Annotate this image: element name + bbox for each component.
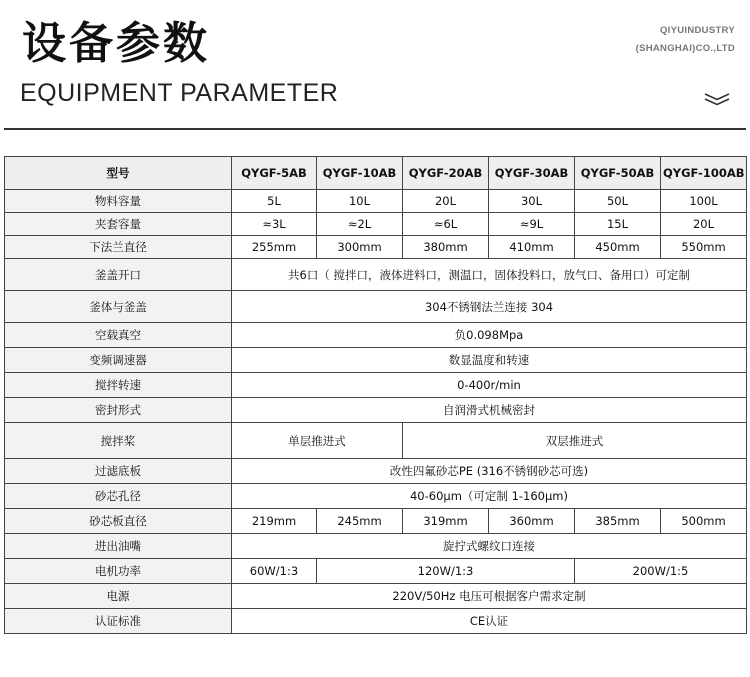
table-row [5,584,747,609]
row-label: 过滤底板 [5,459,232,484]
table-cell: 450mm [575,236,661,259]
table-cell: 50L [575,190,661,213]
table-row [5,259,747,291]
company-name-line1: QIYUINDUSTRY [659,25,735,36]
table-cell: 500mm [661,509,747,534]
table-cell: 380mm [403,236,489,259]
header-label-cell: 型号 [5,157,232,190]
table-cell: 100L [661,190,747,213]
table-cell: 60W/1:3 [232,559,317,584]
table-cell: 改性四氟砂芯PE (316不锈钢砂芯可选) [232,459,747,484]
table-row [5,484,747,509]
parameter-table [4,156,747,634]
model-cell: QYGF-20AB [403,157,489,190]
table-cell: 200W/1:5 [575,559,747,584]
table-cell: 550mm [661,236,747,259]
header-divider [4,128,746,130]
table-row [5,323,747,348]
row-label: 物料容量 [5,190,232,213]
model-cell: QYGF-50AB [575,157,661,190]
table-cell: 共6口（ 搅拌口，液体进料口，测温口，固体投料口，放气口、备用口）可定制 [232,259,747,291]
row-label: 釜体与釜盖 [5,291,232,323]
page-subtitle: EQUIPMENT PARAMETER [20,79,339,107]
company-name-line2: (SHANGHAI)CO.,LTD [635,43,735,54]
table-cell: 20L [403,190,489,213]
table-cell: 10L [317,190,403,213]
table-cell: 20L [661,213,747,236]
table-header-row [5,157,747,190]
table-cell: ≈9L [489,213,575,236]
table-cell: 410mm [489,236,575,259]
table-cell: 负0.098Mpa [232,323,747,348]
table-cell: 5L [232,190,317,213]
table-cell: 300mm [317,236,403,259]
table-cell: CE认证 [232,609,747,634]
table-row [5,423,747,459]
table-row [5,398,747,423]
double-chevron-down-icon [704,92,730,106]
table-cell: 220V/50Hz 电压可根据客户需求定制 [232,584,747,609]
company-name [636,22,735,58]
table-cell: 30L [489,190,575,213]
model-cell: QYGF-100AB [661,157,747,190]
table-row [5,373,747,398]
page-title: 设备参数 [22,18,210,69]
table-row [5,291,747,323]
table-row [5,559,747,584]
row-label: 下法兰直径 [5,236,232,259]
table-row [5,459,747,484]
table-cell: 自润滑式机械密封 [232,398,747,423]
table-cell: ≈6L [403,213,489,236]
table-cell: 319mm [403,509,489,534]
table-cell: ≈2L [317,213,403,236]
table-row [5,190,747,213]
model-cell: QYGF-5AB [232,157,317,190]
table-cell: 255mm [232,236,317,259]
row-label: 电源 [5,584,232,609]
table-cell: 双层推进式 [403,423,747,459]
table-cell: 304不锈钢法兰连接 304 [232,291,747,323]
table-cell: 15L [575,213,661,236]
table-row [5,609,747,634]
table-row [5,534,747,559]
row-label: 空载真空 [5,323,232,348]
table-cell: ≈3L [232,213,317,236]
table-cell: 385mm [575,509,661,534]
table-row [5,348,747,373]
row-label: 密封形式 [5,398,232,423]
row-label: 变频调速器 [5,348,232,373]
model-cell: QYGF-30AB [489,157,575,190]
row-label: 釜盖开口 [5,259,232,291]
row-label: 夹套容量 [5,213,232,236]
row-label: 搅拌转速 [5,373,232,398]
table-row [5,213,747,236]
table-cell: 360mm [489,509,575,534]
table-cell: 单层推进式 [232,423,403,459]
row-label: 砂芯孔径 [5,484,232,509]
table-cell: 40-60μm（可定制 1-160μm) [232,484,747,509]
row-label: 进出油嘴 [5,534,232,559]
table-cell: 120W/1:3 [317,559,575,584]
table-row [5,509,747,534]
table-cell: 0-400r/min [232,373,747,398]
model-cell: QYGF-10AB [317,157,403,190]
row-label: 搅拌桨 [5,423,232,459]
table-cell: 旋拧式螺纹口连接 [232,534,747,559]
table-cell: 245mm [317,509,403,534]
row-label: 砂芯板直径 [5,509,232,534]
table-row [5,236,747,259]
table-cell: 数显温度和转速 [232,348,747,373]
table-cell: 219mm [232,509,317,534]
row-label: 电机功率 [5,559,232,584]
row-label: 认证标准 [5,609,232,634]
